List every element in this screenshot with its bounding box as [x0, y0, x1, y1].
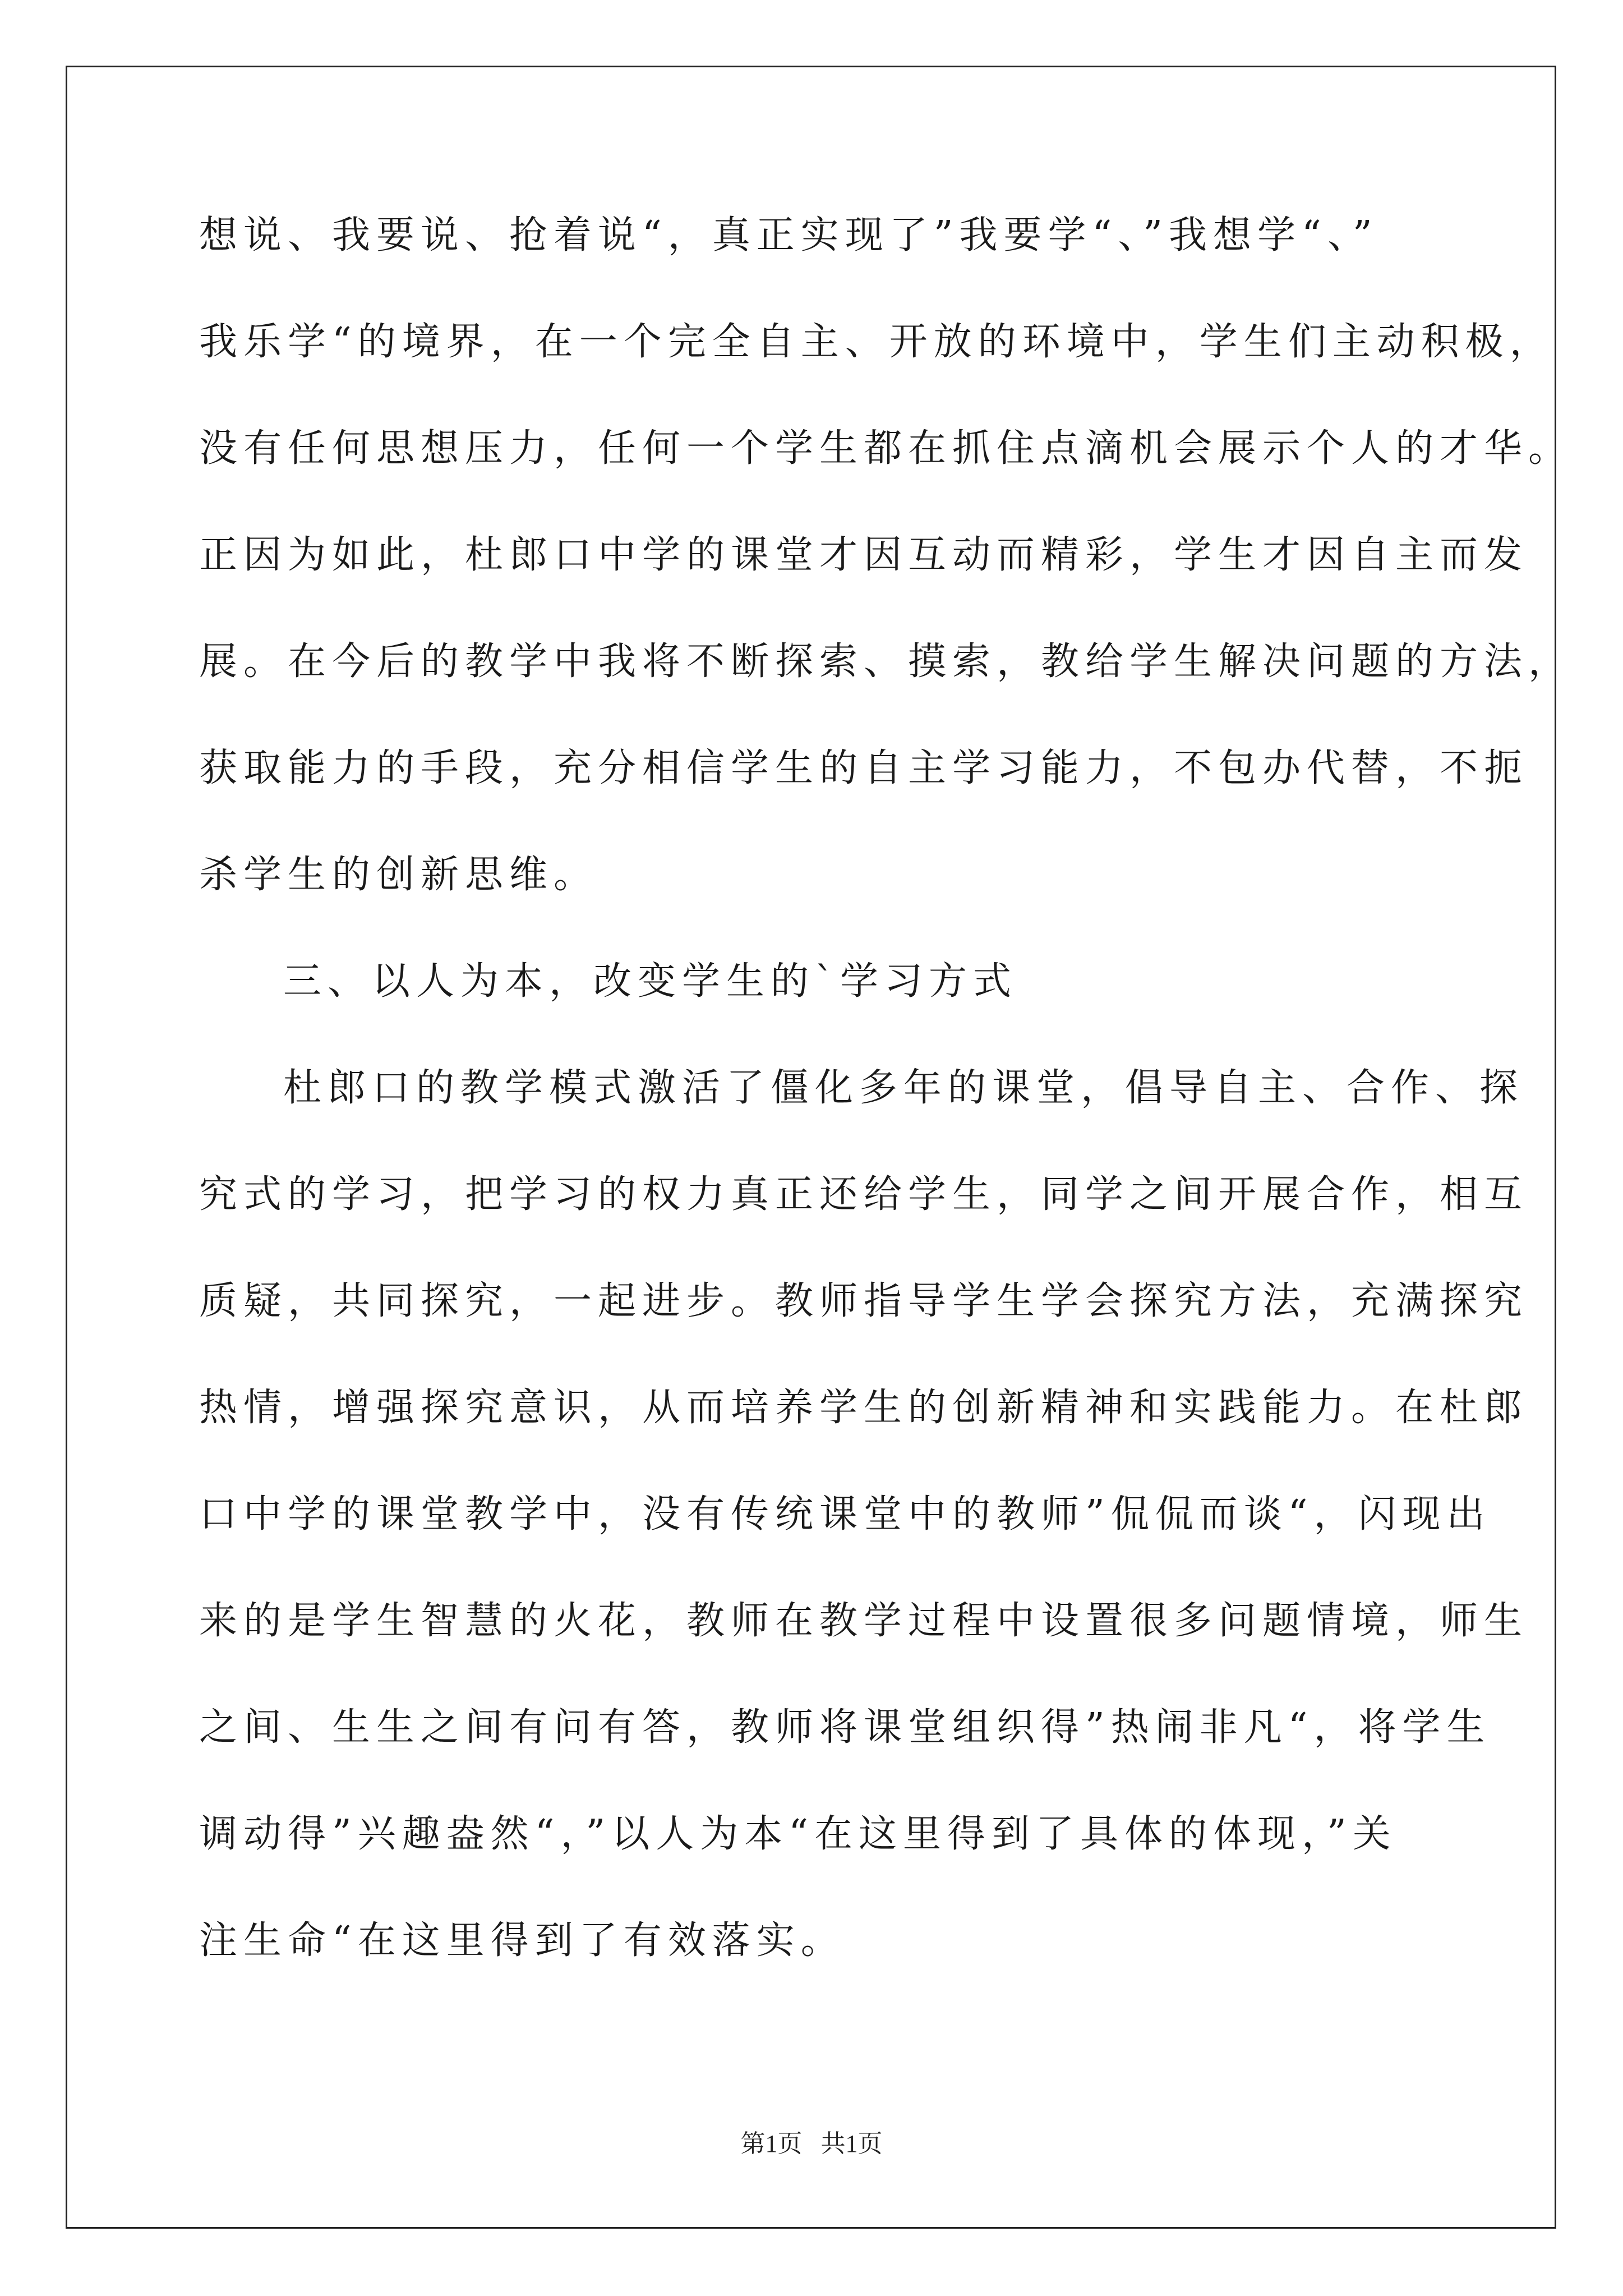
text-line: 获取能力的手段，充分相信学生的自主学习能力，不包办代替，不扼 — [199, 746, 1529, 790]
text-line: 口中学的课堂教学中，没有传统课堂中的教师”侃侃而谈“，闪现出 — [199, 1492, 1491, 1536]
text-line: 杜郎口的教学模式激活了僵化多年的课堂，倡导自主、合作、探 — [283, 1066, 1524, 1110]
text-line: 没有任何思想压力，任何一个学生都在抓住点滴机会展示个人的才华。 — [199, 426, 1573, 471]
text-line: 正因为如此，杜郎口中学的课堂才因互动而精彩，学生才因自主而发 — [199, 533, 1529, 577]
text-line: 来的是学生智慧的火花，教师在教学过程中设置很多问题情境，师生 — [199, 1599, 1529, 1643]
page-footer: 第1页 共1页 — [740, 2130, 883, 2157]
text-line: 我乐学“的境界，在一个完全自主、开放的环境中，学生们主动积极， — [199, 320, 1554, 364]
text-line: 调动得”兴趣盎然“，”以人为本“在这里得到了具体的体现，”关 — [199, 1812, 1397, 1856]
section-heading: 三、以人为本，改变学生的`学习方式 — [283, 959, 1018, 1004]
text-line: 之间、生生之间有问有答，教师将课堂组织得”热闹非凡“，将学生 — [199, 1705, 1491, 1750]
document-body — [199, 182, 1573, 1994]
text-line: 注生命“在这里得到了有效落实。 — [199, 1918, 845, 1963]
text-line: 热情，增强探究意识，从而培养学生的创新精神和实践能力。在杜郎 — [199, 1386, 1529, 1430]
text-line: 究式的学习，把学习的权力真正还给学生，同学之间开展合作，相互 — [199, 1172, 1529, 1217]
text-line: 质疑，共同探究，一起进步。教师指导学生学会探究方法，充满探究 — [199, 1279, 1529, 1323]
text-line: 杀学生的创新思维。 — [199, 853, 598, 897]
text-line: 想说、我要说、抢着说“，真正实现了”我要学“、”我想学“、” — [199, 213, 1378, 257]
text-line: 展。在今后的教学中我将不断探索、摸索，教给学生解决问题的方法， — [199, 639, 1573, 684]
